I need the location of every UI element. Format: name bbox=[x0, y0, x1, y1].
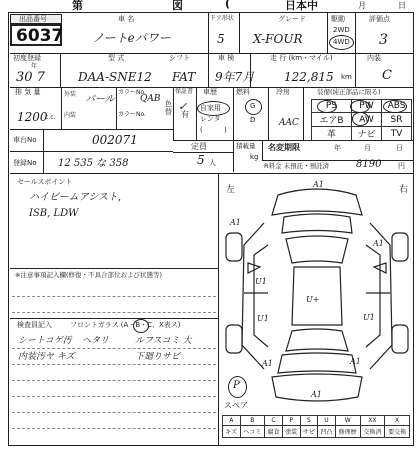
warranty-mark: 有 bbox=[181, 110, 189, 119]
damage-mark-roof: U+ bbox=[306, 295, 320, 304]
legend-meaning: 凹凸 bbox=[318, 426, 336, 438]
shift-label: シフト bbox=[169, 54, 190, 62]
color-int-label: 内装 bbox=[64, 112, 77, 119]
recycle-value: 8190 bbox=[356, 159, 382, 170]
score-value: 3 bbox=[379, 32, 388, 48]
drive-option-2wd: 2WD bbox=[333, 26, 350, 34]
displacement-unit: c.c. bbox=[45, 114, 56, 121]
damage-mark-front: A1 bbox=[313, 180, 324, 189]
model-label: 型 式 bbox=[108, 54, 125, 62]
aircon-label: 冷房 bbox=[276, 88, 290, 96]
damage-mark-front-right: A1 bbox=[373, 239, 384, 248]
capacity-value: 5 bbox=[197, 153, 205, 167]
car-diagram bbox=[220, 175, 414, 410]
equipment-label: 装備(純正部品に限る) bbox=[317, 88, 381, 96]
mileage-value: 122,815 bbox=[284, 70, 334, 84]
interior-label: 内装 bbox=[367, 54, 381, 62]
equip-ps: PS bbox=[312, 100, 352, 113]
inspector-note-2b: 下廻りサビ bbox=[135, 352, 181, 362]
legend-meaning: 要交換 bbox=[385, 426, 410, 438]
damage-mark-rear-right: A1 bbox=[350, 357, 361, 366]
equip-aw: AW bbox=[351, 113, 381, 127]
load-label: 積載量 bbox=[236, 142, 256, 150]
legend-code: A bbox=[223, 416, 241, 426]
history-option-private: 自家用 bbox=[200, 104, 221, 112]
reg-no-label: 登録No bbox=[13, 159, 37, 167]
diagram-right-label: 右 bbox=[399, 185, 409, 195]
sales-point-line-2: ISB, LDW bbox=[29, 208, 79, 219]
fuel-circle-mark bbox=[245, 99, 262, 115]
score-label: 評価点 bbox=[369, 15, 390, 23]
drive-label: 駆動 bbox=[331, 15, 345, 23]
sales-point-line-1: ハイビームアシスト, bbox=[29, 192, 122, 203]
car-name-label: 車 名 bbox=[118, 15, 135, 23]
chassis-label: 車台No bbox=[13, 136, 37, 144]
history-option-close: ) bbox=[224, 126, 227, 134]
inspector-note-1b: ヘタリ bbox=[82, 336, 110, 346]
fuel-option-g: G bbox=[250, 102, 256, 110]
shift-value: FAT bbox=[172, 70, 196, 84]
lot-number: 6037 bbox=[16, 26, 64, 46]
color-no-label: カラーNo. bbox=[118, 89, 146, 96]
equip-ps-circle bbox=[317, 100, 337, 113]
grade-label: グレード bbox=[278, 15, 306, 23]
notes-label: ※注意事項記入欄(修復・不具合部位および状態等) bbox=[15, 271, 163, 279]
legend-code: S bbox=[300, 416, 318, 426]
interior-value: C bbox=[382, 68, 392, 83]
header-fragment: 月 bbox=[358, 1, 366, 10]
damage-legend bbox=[222, 415, 410, 438]
legend-meaning: 修理歴 bbox=[335, 426, 360, 438]
capacity-unit: 人 bbox=[209, 159, 216, 167]
doors-label: ドア形状 bbox=[210, 15, 234, 22]
fuel-option-d: D bbox=[250, 116, 256, 124]
damage-mark-rear-left: A1 bbox=[262, 359, 273, 368]
legend-code: W bbox=[335, 416, 360, 426]
damage-mark-rear: A1 bbox=[311, 390, 322, 399]
legend-meaning: サビ bbox=[300, 426, 318, 438]
first-reg-label: 初度登録 bbox=[13, 54, 41, 62]
inspector-label: 検査員記入 bbox=[17, 321, 52, 329]
drive-circle-mark bbox=[329, 35, 354, 50]
header-fragment: 第 bbox=[72, 0, 83, 12]
legend-code: C bbox=[265, 416, 283, 426]
inspection-label: 車 検 bbox=[218, 54, 235, 62]
chassis-value: 002071 bbox=[92, 133, 138, 147]
header-fragment: ( bbox=[225, 0, 231, 10]
doors-value: 5 bbox=[217, 32, 225, 46]
legend-code: XX bbox=[360, 416, 385, 426]
color-no-value: QAB bbox=[140, 94, 161, 104]
aircon-value: AAC bbox=[279, 118, 299, 128]
grade-value: X-FOUR bbox=[253, 32, 303, 46]
equip-pw: PW bbox=[351, 100, 381, 113]
car-name-value: ノートeパワー bbox=[92, 31, 171, 45]
capacity-label: 定員 bbox=[191, 142, 207, 151]
lot-label: 出品番号 bbox=[19, 15, 47, 23]
spare-mark: P bbox=[233, 380, 240, 391]
load-unit: kg bbox=[250, 153, 259, 161]
equip-abs-circle bbox=[383, 100, 407, 113]
color-ext-label: 外装 bbox=[64, 91, 77, 98]
first-reg-year-label: 年 bbox=[31, 63, 38, 70]
color-value: パール bbox=[85, 94, 115, 105]
inspector-note-1a: シートコゲ汚 bbox=[18, 336, 72, 346]
history-option-open: ( bbox=[200, 126, 203, 134]
front-glass-label: フロントガラス (A・B・C、X表ス) bbox=[70, 321, 181, 329]
damage-mark-right-rear: U1 bbox=[363, 313, 375, 322]
equip-airbag: エアB bbox=[312, 113, 352, 127]
glass-circle-mark bbox=[133, 319, 149, 333]
mileage-unit: km bbox=[341, 73, 352, 81]
warranty-label: 保証書 bbox=[175, 88, 194, 95]
header-fragment: 日本中 bbox=[285, 0, 318, 12]
sales-points-label: セールスポイント bbox=[17, 178, 73, 186]
inspector-note-1c: ルフスコミ 大 bbox=[135, 336, 192, 346]
equip-abs: ABS bbox=[382, 100, 412, 113]
equip-leather: 革 bbox=[312, 127, 352, 141]
spare-label: スペア bbox=[224, 401, 248, 410]
recycle-unit: 円 bbox=[398, 162, 405, 170]
name-change-day: 日 bbox=[396, 144, 403, 152]
displacement-label: 排 気 量 bbox=[15, 88, 41, 96]
displacement-value: 1200 bbox=[17, 110, 48, 124]
legend-meaning: 交換済 bbox=[360, 426, 385, 438]
equip-aw-circle bbox=[352, 112, 369, 126]
warranty-check-icon: ✓ bbox=[178, 100, 188, 113]
legend-code: X bbox=[385, 416, 410, 426]
legend-meaning: ヘコミ bbox=[240, 426, 265, 438]
reg-no-value: 12 535 な 358 bbox=[58, 158, 129, 169]
name-change-year: 年 bbox=[334, 144, 341, 152]
legend-meaning: キズ bbox=[223, 426, 241, 438]
equip-sr: SR bbox=[382, 113, 412, 127]
drive-option-4wd: 4WD bbox=[333, 38, 350, 46]
name-change-month: 月 bbox=[364, 144, 371, 152]
header-fragment: 日 bbox=[398, 1, 406, 10]
legend-code: B bbox=[240, 416, 265, 426]
legend-meaning: 腐食 bbox=[265, 426, 283, 438]
first-reg-value: 30 7 bbox=[16, 70, 45, 85]
fuel-label: 燃料 bbox=[236, 88, 250, 96]
equip-navi: ナビ bbox=[351, 127, 381, 141]
mileage-label: 走 行 (km・マイル) bbox=[270, 54, 333, 62]
damage-mark-left-door: U1 bbox=[255, 277, 267, 286]
name-change-label: 名変期限 bbox=[268, 143, 300, 152]
legend-meaning: 塗装 bbox=[282, 426, 300, 438]
color-change-label: 色替 bbox=[165, 100, 172, 117]
inspection-value: 9年7月 bbox=[215, 70, 255, 84]
history-circle-mark bbox=[197, 101, 230, 116]
history-label: 車歴 bbox=[203, 88, 217, 96]
recycle-label: R料金 未預託・預託済 bbox=[264, 162, 330, 170]
legend-code: P bbox=[282, 416, 300, 426]
model-value: DAA-SNE12 bbox=[78, 70, 152, 84]
inspector-note-2a: 内装汚ヤ キズ bbox=[18, 352, 75, 362]
equip-tv: TV bbox=[382, 127, 412, 141]
history-option-rental: レンタ bbox=[200, 115, 221, 123]
legend-code: U bbox=[318, 416, 336, 426]
diagram-left-label: 左 bbox=[226, 185, 236, 195]
header-fragment: 図 bbox=[172, 0, 183, 12]
int-color-no-label: カラーNo. bbox=[118, 111, 146, 118]
damage-mark-left-rear: U1 bbox=[257, 314, 269, 323]
damage-mark-front-left: A1 bbox=[230, 218, 241, 227]
